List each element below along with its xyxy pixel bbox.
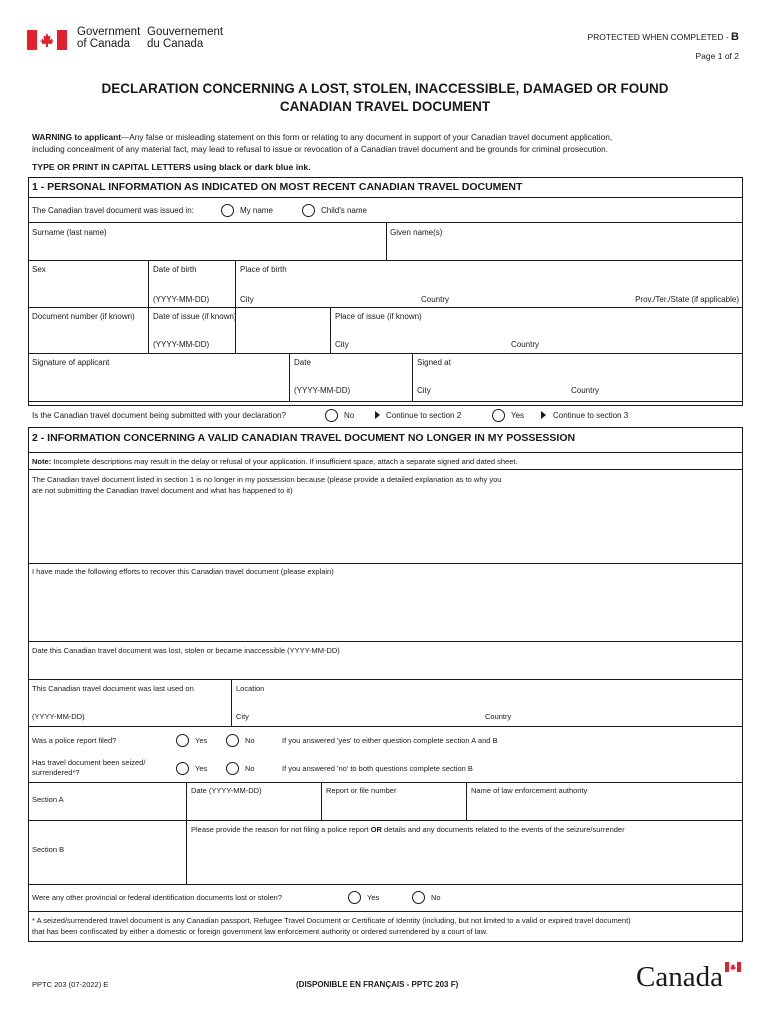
signed-at-city-label: City <box>417 386 431 395</box>
reason-field[interactable] <box>187 821 742 883</box>
warning-text <box>32 131 752 155</box>
arrow-right-icon <box>375 411 380 419</box>
gov-fr-line1: Gouvernement <box>147 26 224 38</box>
submit-no-label: No <box>344 411 355 420</box>
if-yes-instruction: If you answered 'yes' to either question complete section A and B <box>282 736 498 745</box>
radio-other-yes[interactable] <box>348 891 361 904</box>
footnote-line2: that has been confiscated by either a domestic or foreign government law enforcement authority or ordered surrendered by a court of law. <box>32 927 488 936</box>
given-name-field[interactable] <box>387 223 742 259</box>
gov-en-line2: of Canada <box>77 38 131 50</box>
reason-post: details and any documents related to the events of the seizure/surrender <box>381 825 625 834</box>
efforts-label: I have made the following efforts to recover this Canadian travel document (please explain) <box>32 567 334 576</box>
canada-wordmark-text: Canada <box>636 961 723 993</box>
french-version-note: (DISPONIBLE EN FRANÇAIS - PPTC 203 F) <box>296 980 459 989</box>
signature-field[interactable] <box>29 354 288 400</box>
sign-date-format: (YYYY-MM-DD) <box>294 386 351 395</box>
signature-label: Signature of applicant <box>32 358 110 367</box>
radio-seized-no[interactable] <box>226 762 239 775</box>
report-number-label: Report or file number <box>326 786 397 795</box>
reason-pre: Please provide the reason for not filing a police report <box>191 825 371 834</box>
continue-section2-label: Continue to section 2 <box>386 411 462 420</box>
warning-line2: including concealment of any material fact, may lead to refusal to issue or revocation of a Canadian travel document and be grounds for criminal prosecution. <box>32 144 609 154</box>
signed-at-country-label: Country <box>571 386 600 395</box>
authority-field[interactable] <box>467 783 742 819</box>
sign-date-label: Date <box>294 358 311 367</box>
police-date-label: Date (YYYY-MM-DD) <box>191 786 262 795</box>
childs-name-label: Child's name <box>321 206 367 215</box>
note-label: Note: <box>32 457 52 466</box>
my-name-label: My name <box>240 206 273 215</box>
section2-title: 2 - INFORMATION CONCERNING A VALID CANADIAN TRAVEL DOCUMENT NO LONGER IN MY POSSESSION <box>32 432 576 444</box>
surname-field[interactable] <box>29 223 386 259</box>
form-id: PPTC 203 (07-2022) E <box>32 980 109 989</box>
protected-label <box>587 31 739 43</box>
reason-or: OR <box>370 825 382 834</box>
warning-line1: —Any false or misleading statement on this form or relating to any document in support of your Canadian travel document application, <box>120 132 613 142</box>
if-no-instruction: If you answered 'no' to both questions complete section B <box>282 764 473 773</box>
doi-label: Date of issue (if known) <box>153 312 237 321</box>
why-line2: are not submitting the Canadian travel document and what has happened to it) <box>32 486 293 495</box>
pob-city-label: City <box>240 295 254 304</box>
gov-signature-en <box>77 26 140 50</box>
seized-no-label: No <box>245 764 255 773</box>
police-no-label: No <box>245 736 255 745</box>
poi-country-label: Country <box>511 340 540 349</box>
other-docs-question: Were any other provincial or federal identification documents lost or stolen? <box>32 893 282 902</box>
location-country-label: Country <box>485 712 512 721</box>
dob-format: (YYYY-MM-DD) <box>153 295 210 304</box>
radio-childs-name[interactable] <box>302 204 315 217</box>
gov-en-line1: Government <box>77 26 141 38</box>
location-label: Location <box>236 684 265 693</box>
seized-footnote <box>32 915 631 937</box>
protected-level: B <box>731 31 739 43</box>
surname-label: Surname (last name) <box>32 228 107 237</box>
radio-police-no[interactable] <box>226 734 239 747</box>
form-title <box>0 80 770 116</box>
pob-label: Place of birth <box>240 265 287 274</box>
police-yes-label: Yes <box>195 736 208 745</box>
canada-flag-icon <box>27 30 67 50</box>
location-city-label: City <box>236 712 249 721</box>
efforts-field[interactable] <box>29 564 742 640</box>
radio-other-no[interactable] <box>412 891 425 904</box>
issued-in-label: The Canadian travel document was issued in: <box>32 206 194 215</box>
date-lost-label: Date this Canadian travel document was lost, stolen or became inaccessible (YYYY-MM-DD) <box>32 646 340 655</box>
pob-prov-label: Prov./Ter./State (if applicable) <box>635 295 739 304</box>
pob-country-label: Country <box>421 295 450 304</box>
police-date-field[interactable] <box>187 783 320 819</box>
protected-text: PROTECTED WHEN COMPLETED - <box>587 32 732 42</box>
type-print-instruction: TYPE OR PRINT IN CAPITAL LETTERS using black or dark blue ink. <box>32 162 311 172</box>
poi-label: Place of issue (if known) <box>335 312 422 321</box>
page-number: Page 1 of 2 <box>695 51 739 61</box>
radio-police-yes[interactable] <box>176 734 189 747</box>
poi-city-label: City <box>335 340 349 349</box>
date-lost-field[interactable] <box>29 642 742 678</box>
sex-label: Sex <box>32 265 46 274</box>
seized-yes-label: Yes <box>195 764 208 773</box>
seized-line2: surrendered*? <box>32 768 80 777</box>
seized-question <box>32 758 145 778</box>
last-used-date-format: (YYYY-MM-DD) <box>32 712 85 721</box>
gov-signature-fr <box>147 26 223 50</box>
wordmark-flag-icon <box>725 962 741 972</box>
given-name-label: Given name(s) <box>390 228 443 237</box>
other-yes-label: Yes <box>367 893 380 902</box>
radio-submit-yes[interactable] <box>492 409 505 422</box>
report-number-field[interactable] <box>322 783 465 819</box>
title-line2: CANADIAN TRAVEL DOCUMENT <box>279 99 491 114</box>
note-text <box>32 457 518 466</box>
last-used-label: This Canadian travel document was last used on <box>32 684 194 693</box>
docnum-field[interactable] <box>29 308 148 352</box>
police-question: Was a police report filed? <box>32 736 117 745</box>
authority-label: Name of law enforcement authority <box>471 786 588 795</box>
submit-question: Is the Canadian travel document being submitted with your declaration? <box>32 411 286 420</box>
why-line1: The Canadian travel document listed in section 1 is no longer in my possession because (please provide a detailed explanation as to why you <box>32 475 502 484</box>
radio-my-name[interactable] <box>221 204 234 217</box>
canada-wordmark <box>636 962 746 992</box>
continue-section3-label: Continue to section 3 <box>553 411 629 420</box>
title-line1: DECLARATION CONCERNING A LOST, STOLEN, INACCESSIBLE, DAMAGED OR FOUND <box>101 81 669 96</box>
doi-format: (YYYY-MM-DD) <box>153 340 210 349</box>
submit-yes-label: Yes <box>511 411 525 420</box>
section-a-label: Section A <box>32 795 64 804</box>
footnote-line1: * A seized/surrendered travel document is any Canadian passport, Refugee Travel Document or Certificate of Identity (including, but not limited to a valid or expired travel document) <box>32 916 631 925</box>
radio-submit-no[interactable] <box>325 409 338 422</box>
section-b-label: Section B <box>32 845 65 854</box>
other-no-label: No <box>431 893 441 902</box>
radio-seized-yes[interactable] <box>176 762 189 775</box>
section1-title: 1 - PERSONAL INFORMATION AS INDICATED ON MOST RECENT CANADIAN TRAVEL DOCUMENT <box>32 181 523 193</box>
docnum-label: Document number (if known) <box>32 312 135 321</box>
seized-line1: Has travel document been seized/ <box>32 758 146 767</box>
arrow-right-icon <box>541 411 546 419</box>
gov-fr-line2: du Canada <box>147 38 204 50</box>
signed-at-label: Signed at <box>417 358 451 367</box>
dob-label: Date of birth <box>153 265 197 274</box>
sex-field[interactable] <box>29 261 148 307</box>
note-body: Incomplete descriptions may result in the delay or refusal of your application. If insufficient space, attach a separate signed and dated sheet. <box>51 457 518 466</box>
why-field[interactable] <box>29 470 742 562</box>
warning-label: WARNING to applicant <box>32 132 121 142</box>
